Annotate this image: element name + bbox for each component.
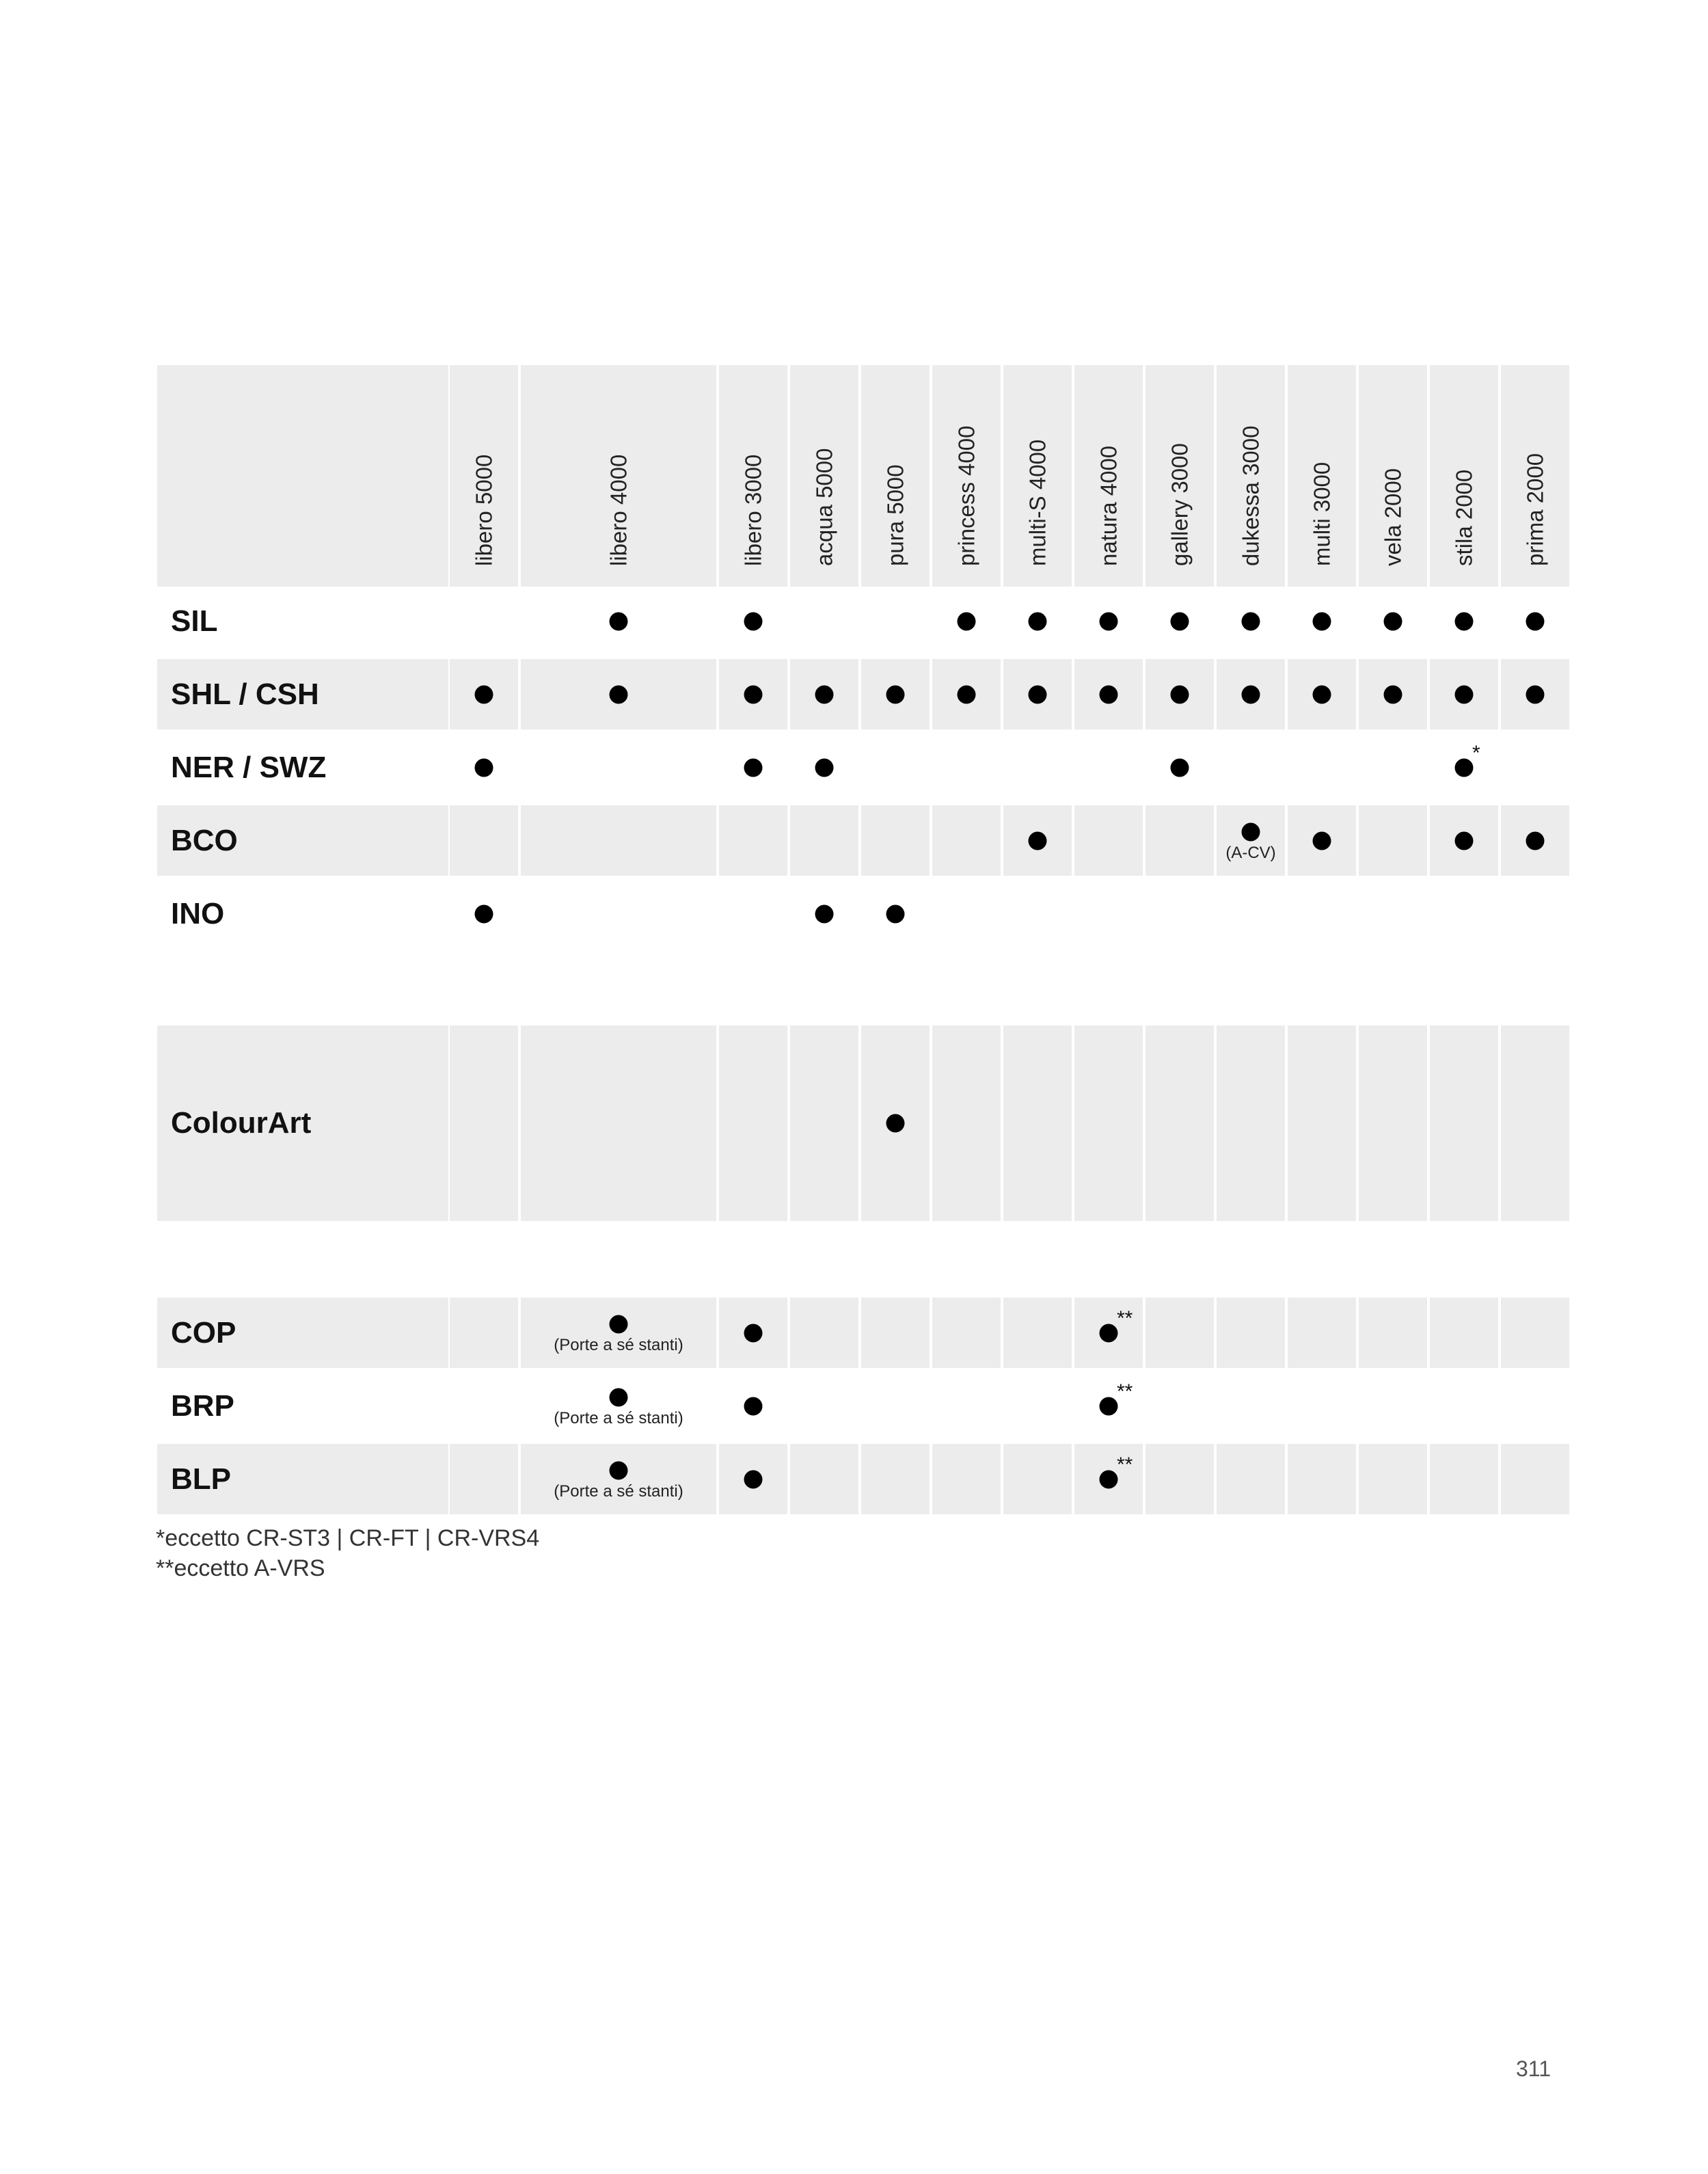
table-cell bbox=[1288, 1025, 1356, 1221]
table-cell bbox=[861, 805, 930, 876]
page-number: 311 bbox=[1516, 2056, 1551, 2081]
availability-dot bbox=[1242, 822, 1260, 841]
availability-dot bbox=[1100, 1470, 1118, 1488]
availability-dot bbox=[958, 685, 976, 703]
availability-dot bbox=[475, 685, 493, 703]
availability-dot bbox=[1455, 685, 1474, 703]
table-cell bbox=[932, 1444, 1001, 1514]
table-cell bbox=[1074, 805, 1143, 876]
table-cell bbox=[1146, 1444, 1214, 1514]
column-header-label: stila 2000 bbox=[1451, 469, 1477, 566]
table-cell bbox=[1288, 1444, 1356, 1514]
column-header-label: libero 4000 bbox=[606, 454, 632, 566]
availability-dot bbox=[1384, 685, 1402, 703]
availability-dot bbox=[744, 1324, 763, 1342]
table-cell bbox=[1003, 1025, 1072, 1221]
availability-dot bbox=[1171, 685, 1189, 703]
asterisk-mark: ** bbox=[1117, 1453, 1133, 1476]
row-label: COP bbox=[171, 1315, 236, 1350]
availability-dot bbox=[1455, 758, 1474, 777]
table-cell bbox=[1074, 1025, 1143, 1221]
header-corner-cell bbox=[157, 365, 448, 587]
table-cell bbox=[1501, 1025, 1569, 1221]
availability-dot bbox=[1526, 831, 1545, 850]
availability-dot bbox=[744, 758, 763, 777]
row-label: BRP bbox=[171, 1388, 234, 1423]
availability-dot bbox=[610, 1461, 628, 1479]
cell-note: (A-CV) bbox=[1225, 843, 1276, 862]
availability-dot bbox=[1313, 831, 1331, 850]
row-label: BLP bbox=[171, 1462, 231, 1496]
availability-dot bbox=[886, 904, 905, 923]
availability-dot bbox=[475, 758, 493, 777]
table-cell bbox=[790, 805, 858, 876]
availability-dot bbox=[1384, 613, 1402, 631]
table-cell bbox=[1217, 1444, 1285, 1514]
table-cell bbox=[1288, 1298, 1356, 1368]
cell-note: (Porte a sé stanti) bbox=[554, 1481, 683, 1501]
table-cell bbox=[1359, 1298, 1427, 1368]
availability-dot bbox=[610, 613, 628, 631]
table-cell bbox=[1003, 1298, 1072, 1368]
table-cell bbox=[1217, 1025, 1285, 1221]
cell-note: (Porte a sé stanti) bbox=[554, 1335, 683, 1354]
availability-dot bbox=[886, 685, 905, 703]
table-cell bbox=[1359, 1444, 1427, 1514]
availability-dot bbox=[1029, 831, 1047, 850]
availability-dot bbox=[1171, 613, 1189, 631]
column-header-label: multi 3000 bbox=[1309, 461, 1335, 566]
row-label: SHL / CSH bbox=[171, 677, 319, 711]
row-label: INO bbox=[171, 896, 225, 930]
column-header-label: acqua 5000 bbox=[811, 448, 837, 566]
table-cell bbox=[521, 805, 716, 876]
table-cell bbox=[450, 1298, 518, 1368]
availability-dot bbox=[744, 1397, 763, 1415]
table-cell bbox=[450, 1444, 518, 1514]
availability-dot bbox=[1313, 685, 1331, 703]
column-header-label: prima 2000 bbox=[1522, 453, 1548, 566]
row-label: BCO bbox=[171, 823, 238, 857]
table-cell bbox=[932, 805, 1001, 876]
table-cell bbox=[1003, 1444, 1072, 1514]
availability-dot bbox=[1100, 613, 1118, 631]
table-cell bbox=[719, 1025, 787, 1221]
availability-dot bbox=[610, 1315, 628, 1333]
table-cell bbox=[1146, 1298, 1214, 1368]
table-cell bbox=[790, 1444, 858, 1514]
availability-dot bbox=[744, 1470, 763, 1488]
table-cell bbox=[861, 1298, 930, 1368]
column-header-label: multi-S 4000 bbox=[1025, 439, 1050, 566]
availability-dot bbox=[1455, 831, 1474, 850]
availability-dot bbox=[1455, 613, 1474, 631]
table-cell bbox=[932, 1298, 1001, 1368]
row-label: NER / SWZ bbox=[171, 750, 327, 784]
availability-dot bbox=[886, 1114, 905, 1133]
table-cell bbox=[861, 1444, 930, 1514]
availability-dot bbox=[958, 613, 976, 631]
column-header-label: pura 5000 bbox=[882, 464, 908, 566]
column-header-label: natura 4000 bbox=[1096, 445, 1122, 566]
table-cell bbox=[790, 1298, 858, 1368]
row-label: ColourArt bbox=[171, 1106, 312, 1140]
table-cell bbox=[1430, 1298, 1498, 1368]
column-header-label: gallery 3000 bbox=[1167, 443, 1193, 566]
availability-dot bbox=[610, 1388, 628, 1406]
availability-dot bbox=[1100, 1397, 1118, 1415]
table-cell bbox=[1501, 1444, 1569, 1514]
table-cell bbox=[1430, 1444, 1498, 1514]
availability-dot bbox=[815, 758, 834, 777]
availability-dot bbox=[1171, 758, 1189, 777]
table-cell bbox=[790, 1025, 858, 1221]
table-cell bbox=[521, 1025, 716, 1221]
table-cell bbox=[1359, 1025, 1427, 1221]
column-header-label: libero 3000 bbox=[740, 454, 766, 566]
table-cell bbox=[1430, 1025, 1498, 1221]
table-cell bbox=[932, 1025, 1001, 1221]
availability-dot bbox=[744, 685, 763, 703]
availability-dot bbox=[744, 613, 763, 631]
table-cell bbox=[1501, 1298, 1569, 1368]
availability-dot bbox=[475, 904, 493, 923]
availability-dot bbox=[1100, 1324, 1118, 1342]
asterisk-mark: ** bbox=[1117, 1306, 1133, 1330]
table-cell bbox=[450, 805, 518, 876]
availability-dot bbox=[1100, 685, 1118, 703]
asterisk-mark: ** bbox=[1117, 1380, 1133, 1403]
availability-dot bbox=[1526, 613, 1545, 631]
table-cell bbox=[1146, 805, 1214, 876]
availability-dot bbox=[1242, 685, 1260, 703]
availability-dot bbox=[815, 685, 834, 703]
table-cell bbox=[719, 805, 787, 876]
column-header-label: vela 2000 bbox=[1380, 468, 1406, 566]
availability-dot bbox=[1242, 613, 1260, 631]
footnote-2: **eccetto A-VRS bbox=[156, 1555, 325, 1581]
table-cell bbox=[1359, 805, 1427, 876]
column-header-label: princess 4000 bbox=[953, 425, 979, 566]
table-cell bbox=[450, 1025, 518, 1221]
availability-dot bbox=[1029, 685, 1047, 703]
availability-dot bbox=[815, 904, 834, 923]
table-cell bbox=[1146, 1025, 1214, 1221]
availability-dot bbox=[1029, 613, 1047, 631]
availability-dot bbox=[1313, 613, 1331, 631]
asterisk-mark: * bbox=[1472, 741, 1480, 764]
cell-note: (Porte a sé stanti) bbox=[554, 1408, 683, 1427]
column-header-label: libero 5000 bbox=[471, 454, 497, 566]
footnote-1: *eccetto CR-ST3 | CR-FT | CR-VRS4 bbox=[156, 1525, 540, 1551]
availability-dot bbox=[610, 685, 628, 703]
table-cell bbox=[1217, 1298, 1285, 1368]
row-label: SIL bbox=[171, 604, 218, 638]
availability-dot bbox=[1526, 685, 1545, 703]
column-header-label: dukessa 3000 bbox=[1238, 425, 1264, 566]
